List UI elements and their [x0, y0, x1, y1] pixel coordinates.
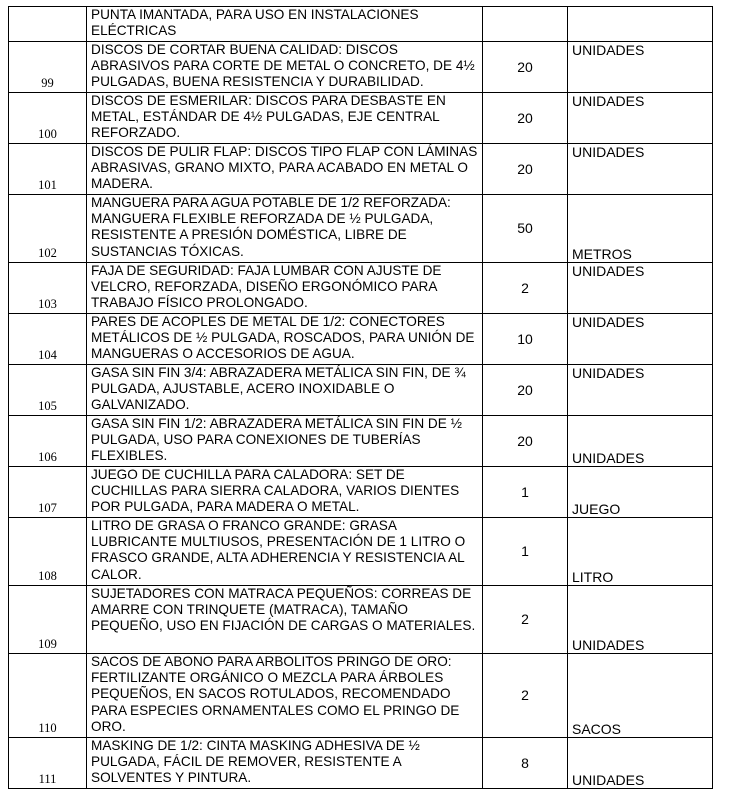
item-quantity: 1: [483, 467, 568, 518]
item-description: FAJA DE SEGURIDAD: FAJA LUMBAR CON AJUSTE DE VELCRO, REFORZADA, DISEÑO ERGONÓMICO PARA TRABAJO FÍSICO PROLONGADO.: [87, 263, 483, 314]
table-row: [9, 518, 713, 586]
item-number: 109: [9, 586, 87, 654]
table-row: [9, 416, 713, 467]
item-number: 103: [9, 263, 87, 314]
item-number: 101: [9, 144, 87, 195]
item-number: 106: [9, 416, 87, 467]
item-number: 107: [9, 467, 87, 518]
item-quantity: 8: [483, 738, 568, 789]
item-quantity: [483, 7, 568, 42]
item-description: MASKING DE 1/2: CINTA MASKING ADHESIVA DE ½ PULGADA, FÁCIL DE REMOVER, RESISTENTE A SOLVENTES Y PINTURA.: [87, 738, 483, 789]
item-description: JUEGO DE CUCHILLA PARA CALADORA: SET DE CUCHILLAS PARA SIERRA CALADORA, VARIOS DIENTES POR PULGADA, PARA MADERA O METAL.: [87, 467, 483, 518]
item-description: SACOS DE ABONO PARA ARBOLITOS PRINGO DE ORO: FERTILIZANTE ORGÁNICO O MEZCLA PARA ÁRBOLES PEQUEÑOS, EN SACOS ROTULADOS, RECOMENDADO PARA ESPECIES ORNAMENTALES COMO EL PRINGO DE ORO.: [87, 654, 483, 738]
item-description: SUJETADORES CON MATRACA PEQUEÑOS: CORREAS DE AMARRE CON TRINQUETE (MATRACA), TAMAÑO PEQUEÑO, USO EN FIJACIÓN DE CARGAS O MATERIALES.: [87, 586, 483, 654]
item-unit: UNIDADES: [568, 144, 713, 195]
table-row: [9, 654, 713, 738]
item-number: 100: [9, 93, 87, 144]
item-quantity: 20: [483, 93, 568, 144]
item-unit: UNIDADES: [568, 93, 713, 144]
item-quantity: 2: [483, 654, 568, 738]
item-description: DISCOS DE CORTAR BUENA CALIDAD: DISCOS ABRASIVOS PARA CORTE DE METAL O CONCRETO, DE 4½ PULGADAS, BUENA RESISTENCIA Y DURABILIDAD.: [87, 42, 483, 93]
item-number: 105: [9, 365, 87, 416]
items-table-body: [9, 7, 713, 789]
item-number: [9, 7, 87, 42]
item-description: GASA SIN FIN 3/4: ABRAZADERA METÁLICA SIN FIN, DE ¾ PULGADA, AJUSTABLE, ACERO INOXIDABLE O GALVANIZADO.: [87, 365, 483, 416]
item-quantity: 10: [483, 314, 568, 365]
table-row: [9, 467, 713, 518]
item-description: DISCOS DE PULIR FLAP: DISCOS TIPO FLAP CON LÁMINAS ABRASIVAS, GRANO MIXTO, PARA ACABADO EN METAL O MADERA.: [87, 144, 483, 195]
item-unit: UNIDADES: [568, 314, 713, 365]
item-unit: UNIDADES: [568, 365, 713, 416]
item-number: 111: [9, 738, 87, 789]
table-row: [9, 7, 713, 42]
item-unit: JUEGO: [568, 467, 713, 518]
item-unit: UNIDADES: [568, 586, 713, 654]
item-quantity: 50: [483, 195, 568, 263]
table-row: [9, 42, 713, 93]
item-description: DISCOS DE ESMERILAR: DISCOS PARA DESBASTE EN METAL, ESTÁNDAR DE 4½ PULGADAS, EJE CENTRAL REFORZADO.: [87, 93, 483, 144]
item-number: 99: [9, 42, 87, 93]
item-unit: UNIDADES: [568, 738, 713, 789]
item-unit: UNIDADES: [568, 42, 713, 93]
table-row: [9, 195, 713, 263]
table-row: [9, 586, 713, 654]
item-description: LITRO DE GRASA O FRANCO GRANDE: GRASA LUBRICANTE MULTIUSOS, PRESENTACIÓN DE 1 LITRO O FRASCO GRANDE, ALTA ADHERENCIA Y RESISTENCIA AL CALOR.: [87, 518, 483, 586]
item-unit: [568, 7, 713, 42]
item-description: PUNTA IMANTADA, PARA USO EN INSTALACIONES ELÉCTRICAS: [87, 7, 483, 42]
item-description: MANGUERA PARA AGUA POTABLE DE 1/2 REFORZADA: MANGUERA FLEXIBLE REFORZADA DE ½ PULGADA, RESISTENTE A PRESIÓN DOMÉSTICA, LIBRE DE SUSTANCIAS TÓXICAS.: [87, 195, 483, 263]
item-description: GASA SIN FIN 1/2: ABRAZADERA METÁLICA SIN FIN DE ½ PULGADA, USO PARA CONEXIONES DE TUBERÍAS FLEXIBLES.: [87, 416, 483, 467]
table-row: [9, 365, 713, 416]
table-row: [9, 144, 713, 195]
items-table: [8, 6, 713, 789]
item-quantity: 20: [483, 144, 568, 195]
item-quantity: 20: [483, 416, 568, 467]
table-row: [9, 263, 713, 314]
table-row: [9, 314, 713, 365]
item-unit: UNIDADES: [568, 416, 713, 467]
item-number: 108: [9, 518, 87, 586]
item-quantity: 2: [483, 263, 568, 314]
item-number: 104: [9, 314, 87, 365]
table-row: [9, 93, 713, 144]
item-quantity: 2: [483, 586, 568, 654]
item-number: 102: [9, 195, 87, 263]
item-quantity: 20: [483, 365, 568, 416]
item-quantity: 1: [483, 518, 568, 586]
item-unit: METROS: [568, 195, 713, 263]
item-unit: LITRO: [568, 518, 713, 586]
item-unit: SACOS: [568, 654, 713, 738]
item-quantity: 20: [483, 42, 568, 93]
item-number: 110: [9, 654, 87, 738]
item-unit: UNIDADES: [568, 263, 713, 314]
item-description: PARES DE ACOPLES DE METAL DE 1/2: CONECTORES METÁLICOS DE ½ PULGADA, ROSCADOS, PARA UNIÓN DE MANGUERAS O ACCESORIOS DE AGUA.: [87, 314, 483, 365]
table-row: [9, 738, 713, 789]
